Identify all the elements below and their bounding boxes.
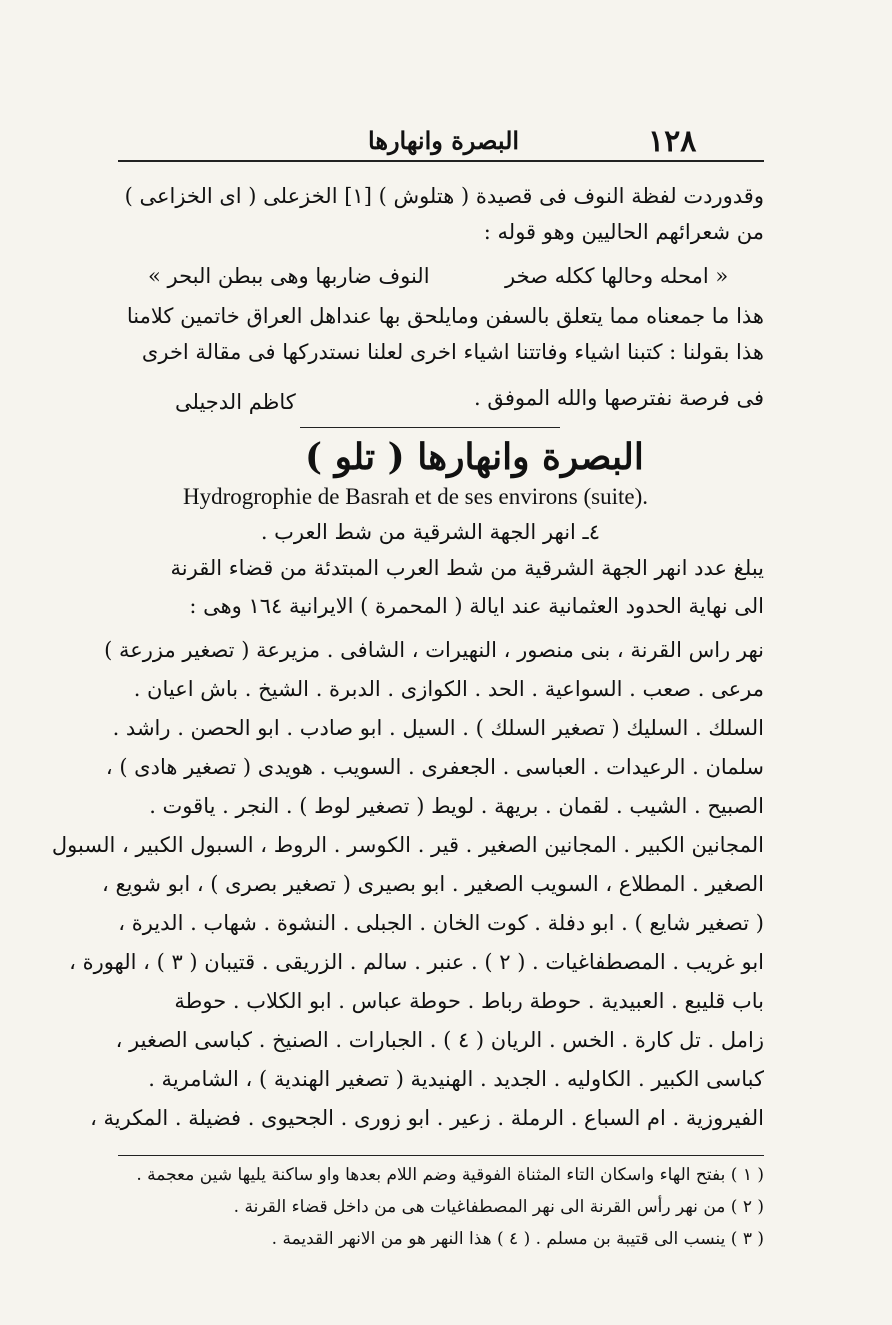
section-title: البصرة وانهارها ( تلو ) — [305, 436, 644, 478]
paragraph-line: زامل . تل كارة . الخس . الريان ( ٤ ) . الجبارات . الصنيخ . كباسى الصغير ، — [115, 1028, 764, 1052]
paragraph-line: الى نهاية الحدود العثمانية عند ايالة ( المحمرة ) الايرانية ١٦٤ وهى : — [189, 594, 764, 618]
paragraph-line: الصبيح . الشيب . لقمان . بريهة . لويط ( تصغير لوط ) . النجر . ياقوت . — [149, 794, 764, 818]
section-subtitle-latin: Hydrogrophie de Basrah et de ses environs (suite). — [183, 484, 648, 509]
closing-line: فى فرصة نفترصها والله الموفق . — [474, 386, 764, 410]
paragraph-line: مرعى . صعب . السواعية . الحد . الكوازى . الدبرة . الشيخ . باش اعيان . — [133, 677, 764, 701]
footnote-rule — [118, 1155, 764, 1156]
footnote: ( ٣ ) ينسب الى قتيبة بن مسلم . ( ٤ ) هذا النهر هو من الانهر القديمة . — [271, 1229, 764, 1249]
closing-line: هذا بقولنا : كتبنا اشياء وفاتتنا اشياء اخرى لعلنا نستدركها فى مقالة اخرى — [141, 340, 764, 364]
paragraph-line: كباسى الكبير . الكاوليه . الجديد . الهنيدية ( تصغير الهندية ) ، الشامرية . — [148, 1067, 764, 1091]
paragraph-line: ( تصغير شايع ) . ابو دفلة . كوت الخان . الجبلى . النشوة . شهاب . الديرة ، — [118, 911, 764, 935]
header-rule — [118, 160, 764, 162]
verse-second-hemistich: النوف ضاربها وهى ببطن البحر » — [148, 264, 430, 288]
paragraph-line: الفيروزية . ام السباع . الرملة . زعير . ابو زورى . الجحيوى . فضيلة . المكرية ، — [90, 1106, 764, 1130]
running-title: البصرة وانهارها — [368, 126, 520, 155]
author-signature: كاظم الدجيلى — [175, 390, 296, 414]
paragraph-line: يبلغ عدد انهر الجهة الشرقية من شط العرب المبتدئة من قضاء القرنة — [170, 556, 764, 580]
paragraph-line: الصغير . المطلاع ، السويب الصغير . ابو بصيرى ( تصغير بصرى ) ، ابو شويع ، — [102, 872, 764, 896]
footnote: ( ١ ) بفتح الهاء واسكان التاء المثناة الفوقية وضم اللام بعدها واو ساكنة يليها شين معجمة . — [136, 1165, 764, 1185]
section-rule — [300, 427, 560, 428]
paragraph-line: السلك . السليك ( تصغير السلك ) . السيل . ابو صادب . ابو الحصن . راشد . — [112, 716, 764, 740]
paragraph-line: ابو غريب . المصطفاغيات . ( ٢ ) . عنبر . سالم . الزريقى . قتيبان ( ٣ ) ، الهورة ، — [69, 950, 764, 974]
footnote: ( ٢ ) من نهر رأس القرنة الى نهر المصطفاغيات هى من داخل قضاء القرنة . — [233, 1197, 764, 1217]
closing-line: هذا ما جمعناه مما يتعلق بالسفن ومايلحق بها عنداهل العراق خاتمين كلامنا — [126, 304, 764, 328]
paragraph-line: باب قليبع . العبيدية . حوطة رباط . حوطة عباس . ابو الكلاب . حوطة — [174, 989, 764, 1013]
page-number: ١٢٨ — [648, 124, 697, 159]
subheading: ٤ـ انهر الجهة الشرقية من شط العرب . — [260, 520, 600, 544]
intro-line: من شعرائهم الحاليين وهو قوله : — [483, 220, 764, 244]
paragraph-line: سلمان . الرعيدات . العباسى . الجعفرى . السويب . هويدى ( تصغير هادى ) ، — [105, 755, 764, 779]
verse-first-hemistich: « امحله وحالها ككله صخر — [505, 264, 729, 288]
intro-line: وقدوردت لفظة النوف فى قصيدة ( هتلوش ) [١] الخزعلى ( اى الخزاعى ) — [124, 184, 764, 208]
paragraph-line: المجانين الكبير . المجانين الصغير . قير . الكوسر . الروط ، السبول الكبير ، السبول — [51, 833, 764, 857]
paragraph-line: نهر راس القرنة ، بنى منصور ، النهيرات ، الشافى . مزيرعة ( تصغير مزرعة ) — [104, 638, 764, 662]
